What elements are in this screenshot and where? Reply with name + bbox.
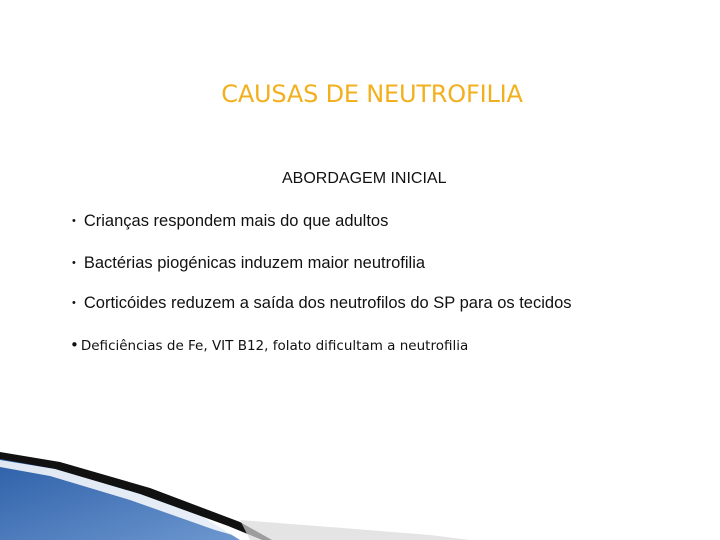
slide-title: CAUSAS DE NEUTROFILIA	[221, 80, 523, 108]
dark-swoosh-stripe	[0, 452, 272, 540]
blue-swoosh-shape	[0, 455, 240, 540]
white-swoosh-stripe	[0, 460, 262, 540]
bullet-item	[72, 254, 425, 273]
gray-swoosh-tail	[240, 520, 470, 540]
bullet-item	[72, 212, 388, 231]
bullet-item	[72, 294, 572, 313]
bullet-icon: •	[72, 257, 76, 269]
bullet-icon: •	[72, 215, 76, 227]
bullet-text: Corticóides reduzem a saída dos neutrofilos do SP para os tecidos	[83, 294, 572, 312]
bullet-icon: •	[72, 297, 76, 309]
bullet-text: Bactérias piogénicas induzem maior neutrofilia	[83, 254, 426, 272]
bullet-icon: •	[70, 336, 79, 354]
bullet-text: Deficiências de Fe, VIT B12, folato dificultam a neutrofilia	[80, 338, 469, 354]
bullet-item	[70, 336, 468, 354]
slide-subtitle: ABORDAGEM INICIAL	[282, 170, 447, 187]
bullet-text: Crianças respondem mais do que adultos	[83, 212, 389, 230]
